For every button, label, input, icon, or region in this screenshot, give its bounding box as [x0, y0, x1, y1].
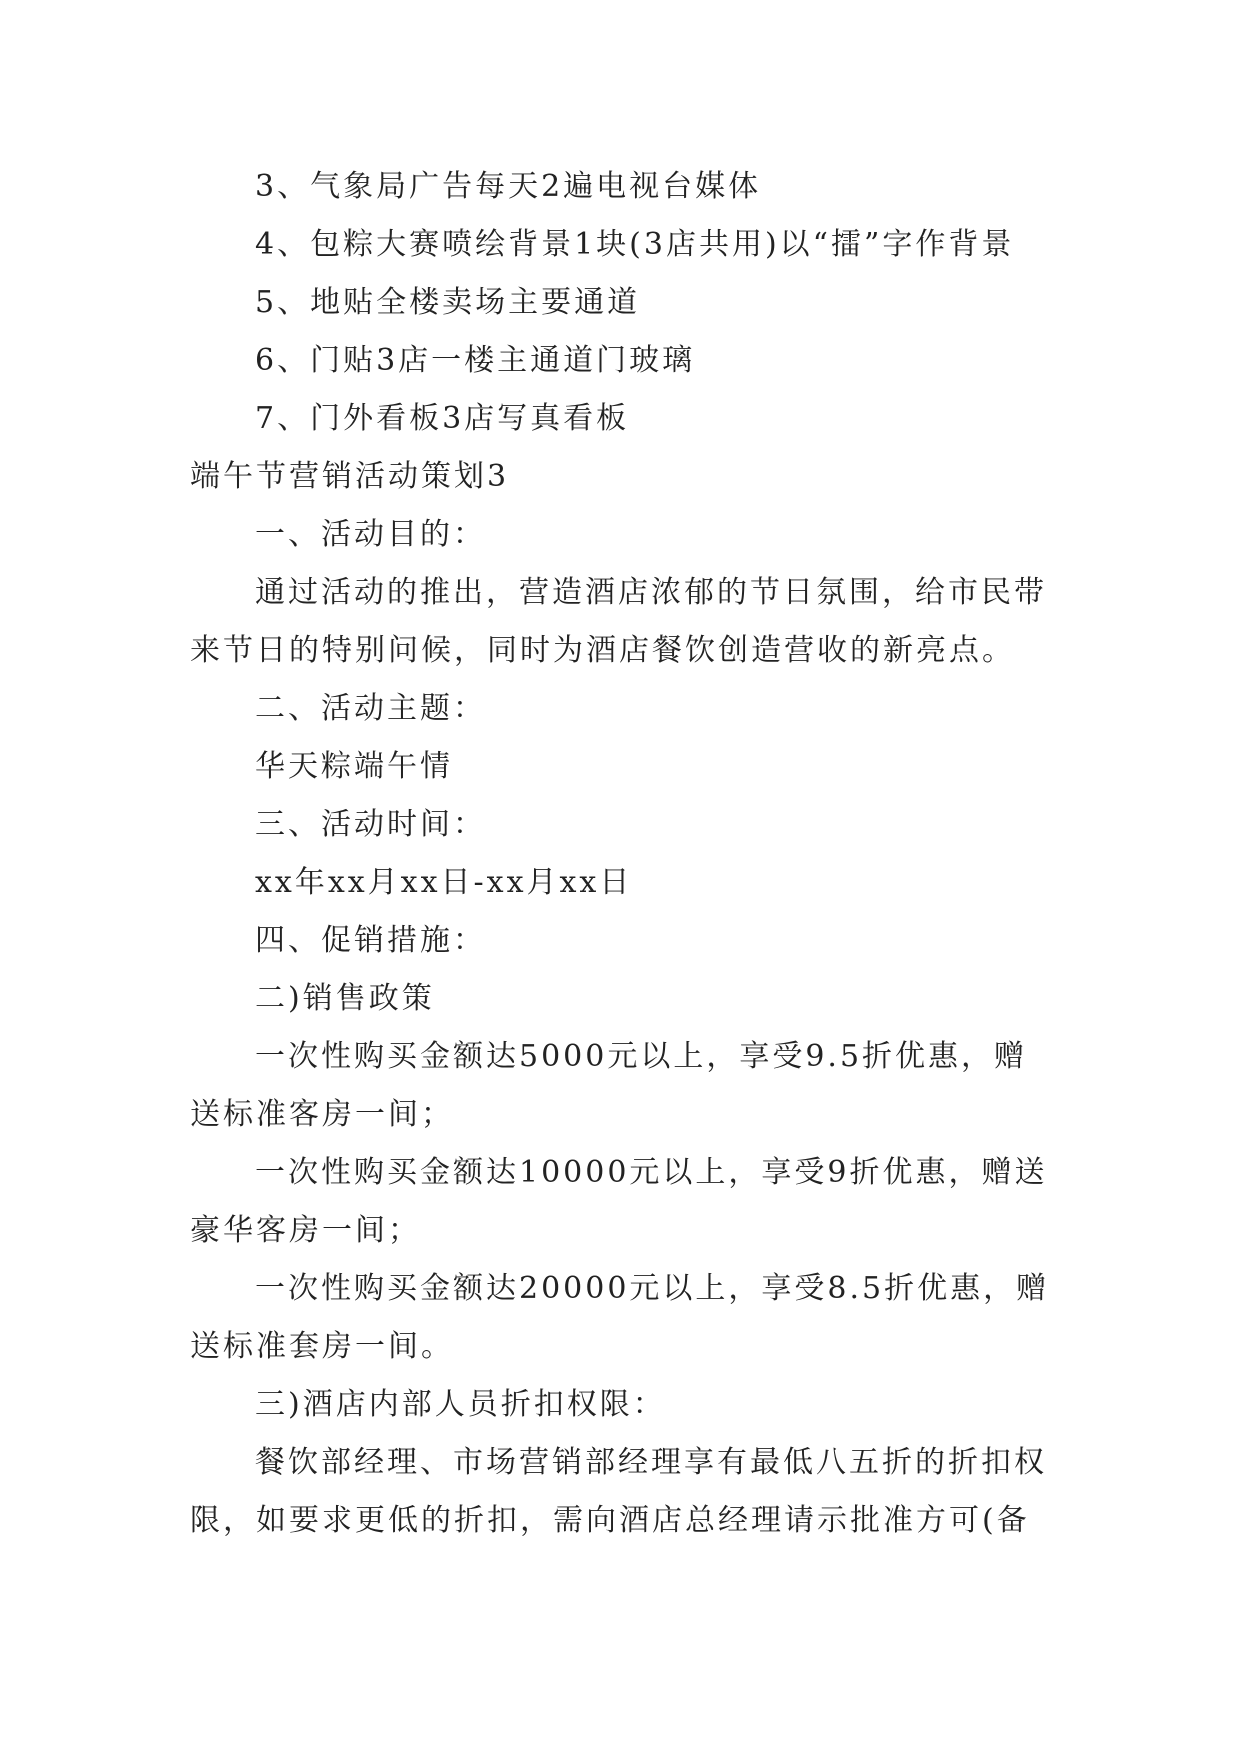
heading-activity-time: 三、活动时间： — [255, 807, 486, 842]
paragraph-line: 限，如要求更低的折扣，需向酒店总经理请示批准方可(备 — [190, 1503, 1030, 1538]
document-body — [190, 158, 1050, 1550]
paragraph-line: 来节日的特别问候，同时为酒店餐饮创造营收的新亮点。 — [190, 633, 1015, 668]
heading-activity-purpose: 一、活动目的： — [255, 517, 486, 552]
list-item-6: 6、门贴3店一楼主通道门玻璃 — [255, 343, 696, 378]
paragraph-line: 通过活动的推出，营造酒店浓郁的节日氛围，给市民带 — [255, 575, 1047, 610]
list-item-4: 4、包粽大赛喷绘背景1块(3店共用)以“擂”字作背景 — [255, 227, 1015, 262]
paragraph-line: 一次性购买金额达5000元以上，享受9.5折优惠，赠 — [255, 1039, 1028, 1074]
heading-promotion-measures: 四、促销措施： — [255, 923, 486, 958]
paragraph-line: 餐饮部经理、市场营销部经理享有最低八五折的折扣权 — [255, 1445, 1047, 1480]
paragraph-line: 豪华客房一间； — [190, 1213, 421, 1248]
list-item-7: 7、门外看板3店写真看板 — [255, 401, 630, 436]
paragraph-line: 一次性购买金额达10000元以上，享受9折优惠，赠送 — [255, 1155, 1048, 1190]
section-title: 端午节营销活动策划3 — [190, 459, 510, 494]
subheading-sales-policy: 二)销售政策 — [255, 981, 435, 1016]
paragraph-line: 华天粽端午情 — [255, 749, 453, 784]
subheading-discount-authority: 三)酒店内部人员折扣权限： — [255, 1387, 666, 1422]
paragraph-line: 送标准套房一间。 — [190, 1329, 454, 1364]
list-item-3: 3、气象局广告每天2遍电视台媒体 — [255, 169, 762, 204]
heading-activity-theme: 二、活动主题： — [255, 691, 486, 726]
paragraph-line: 一次性购买金额达20000元以上，享受8.5折优惠，赠 — [255, 1271, 1050, 1306]
list-item-5: 5、地贴全楼卖场主要通道 — [255, 285, 641, 320]
paragraph-line: 送标准客房一间； — [190, 1097, 454, 1132]
paragraph-line: xx年xx月xx日-xx月xx日 — [255, 865, 633, 900]
